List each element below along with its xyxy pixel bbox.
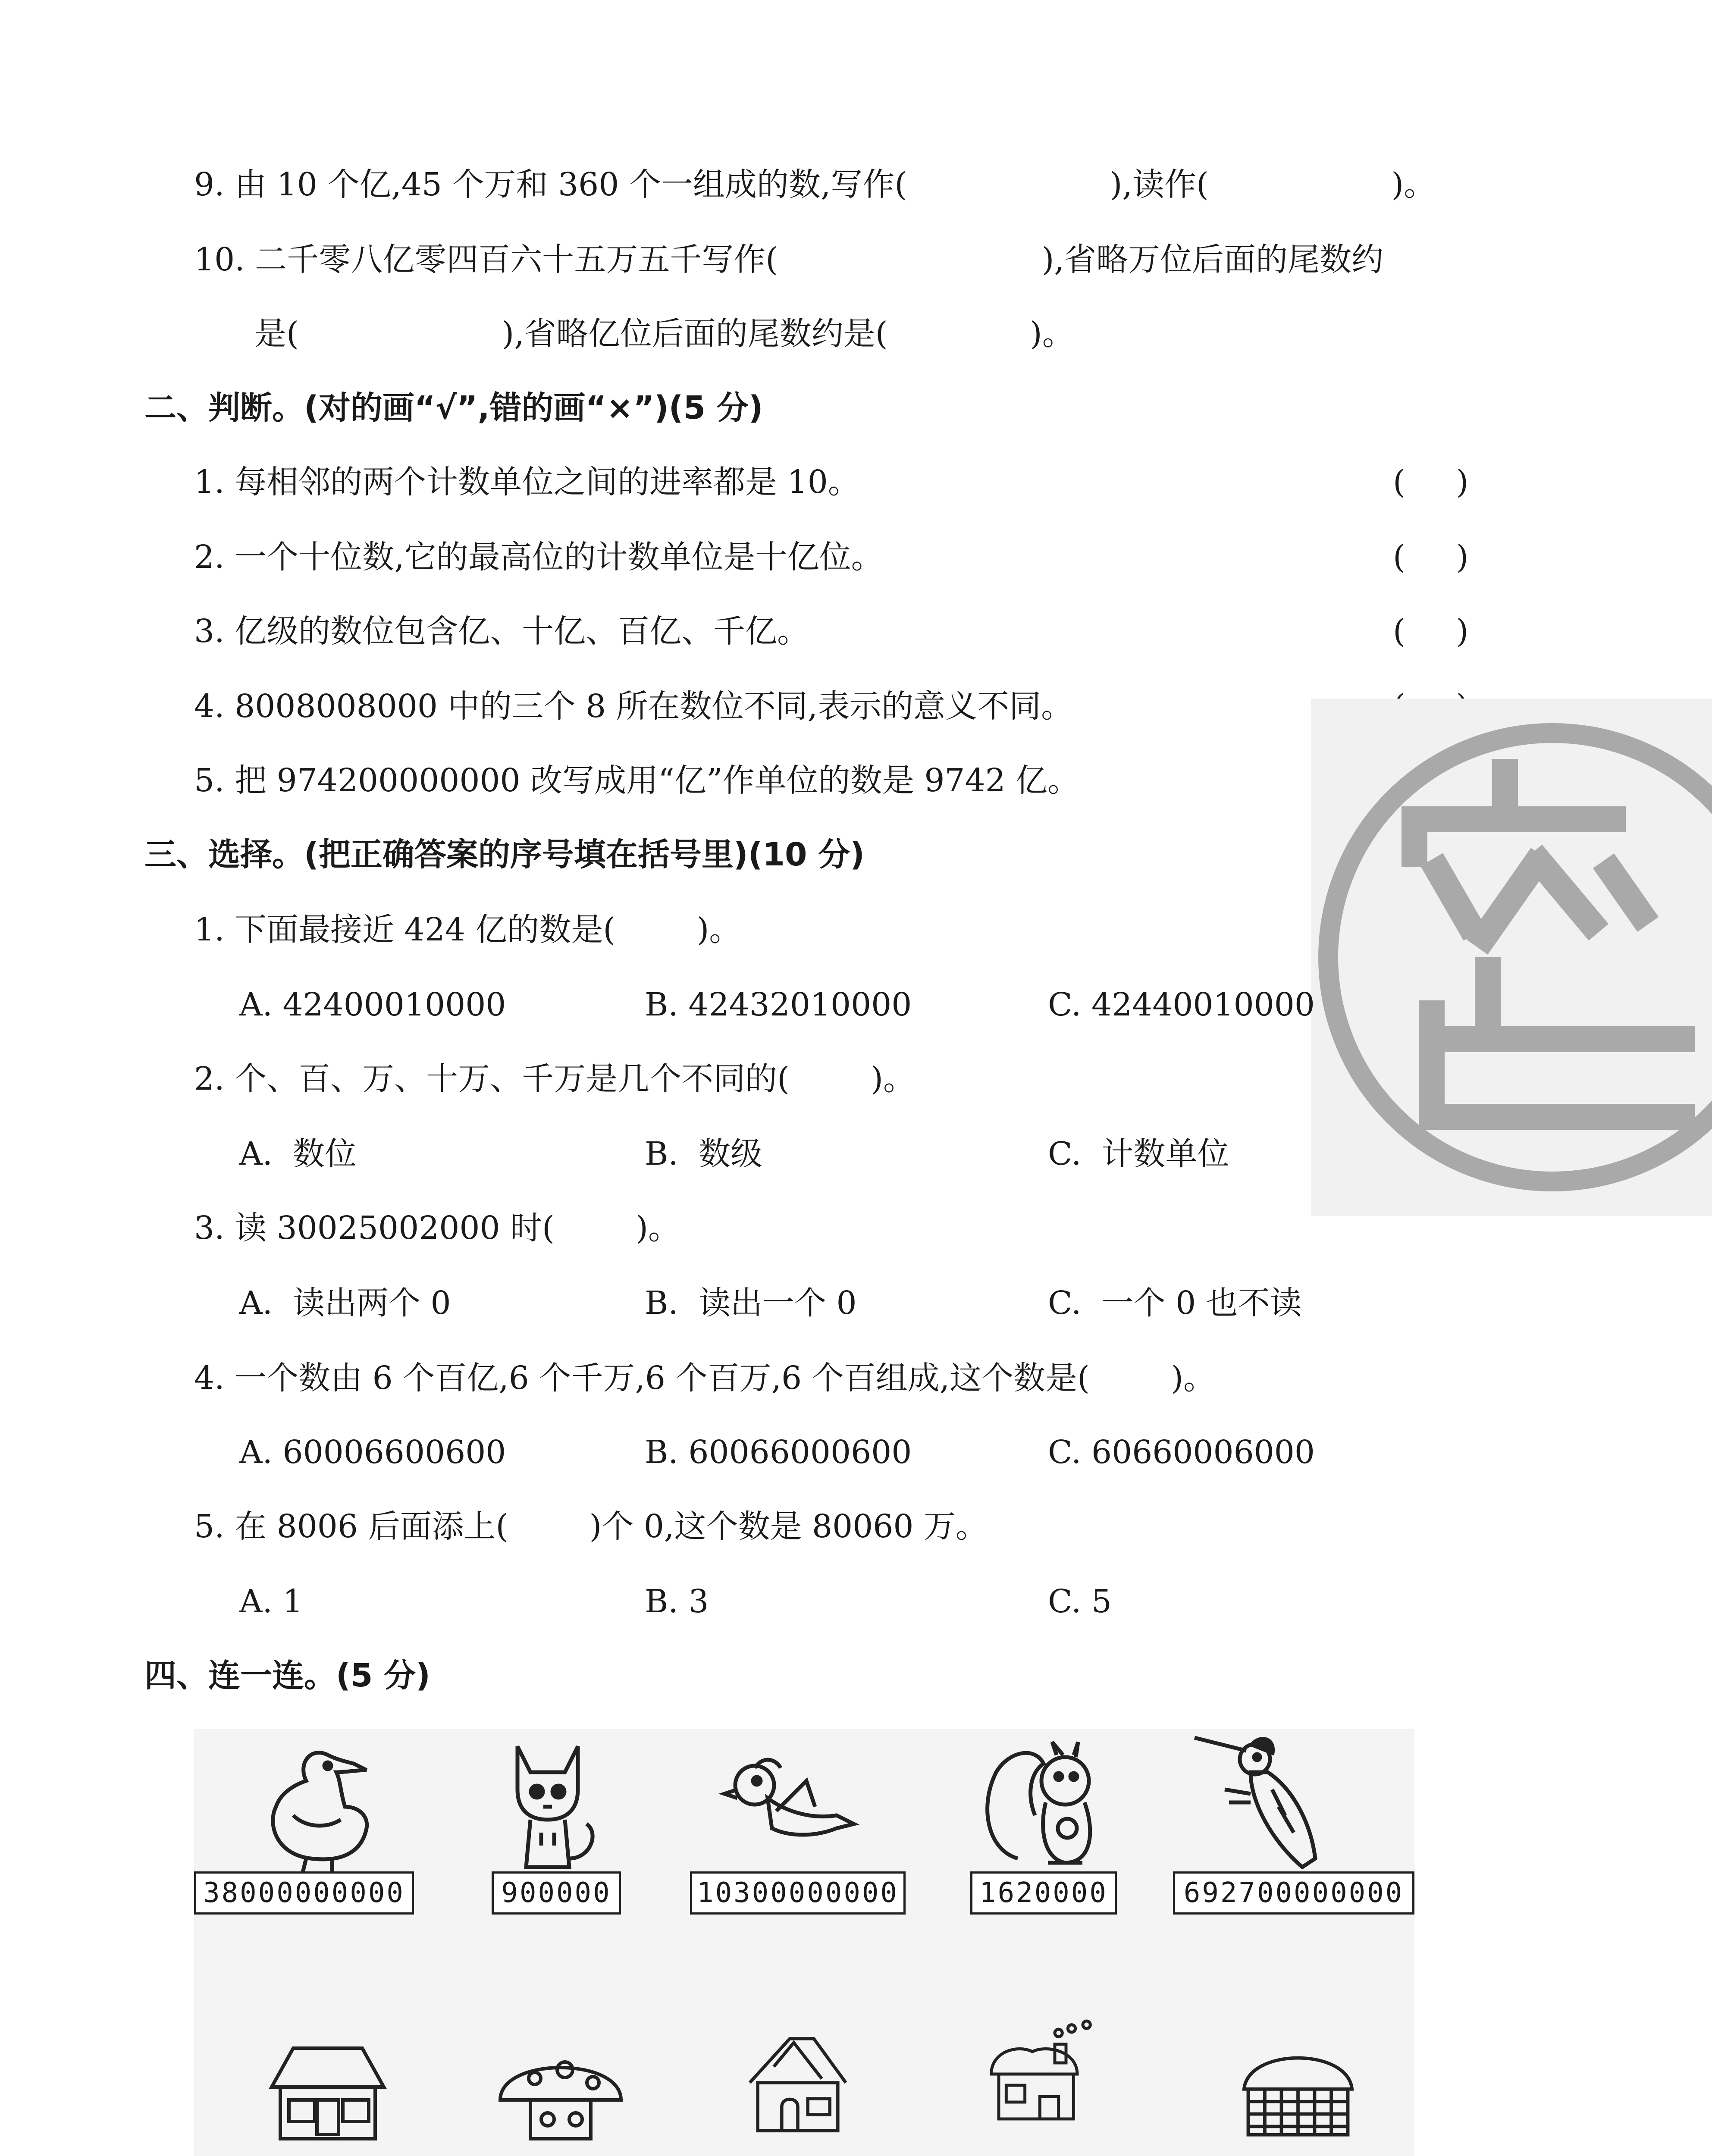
woodpecker-icon [1186, 1729, 1341, 1884]
mc-q2-option-a[interactable]: A. 数位 [239, 1135, 357, 1172]
number-box-2[interactable]: 900000 [492, 1871, 621, 1915]
hut-icon [1229, 2031, 1367, 2143]
mc-q3-option-c[interactable]: C. 一个 0 也不读 [1048, 1285, 1302, 1322]
house-icon [259, 2035, 397, 2147]
tf-item-2: 2. 一个十位数,它的最高位的计数单位是十亿位。 [194, 539, 883, 576]
tf-item-5: 5. 把 974200000000 改写成用“亿”作单位的数是 9742 亿。 [194, 762, 1080, 799]
tf-answer-3[interactable]: ( ) [1393, 613, 1469, 650]
chimney-house-icon [975, 2018, 1113, 2130]
cat-icon [470, 1729, 625, 1884]
mc-q1-option-c[interactable]: C. 42440010000 [1048, 986, 1315, 1023]
section-2-heading: 二、判断。(对的画“√”,错的画“×”)(5 分) [144, 389, 763, 426]
mc-q2-option-b[interactable]: B. 数级 [645, 1135, 762, 1172]
section-4-heading: 四、连一连。(5 分) [144, 1657, 430, 1694]
bird-icon [707, 1729, 862, 1884]
mc-q1-option-b[interactable]: B. 42432010000 [645, 986, 912, 1023]
mc-question-3: 3. 读 30025002000 时( )。 [194, 1210, 680, 1247]
question-9: 9. 由 10 个亿,45 个万和 360 个一组成的数,写作( ),读作( )。 [194, 166, 1436, 203]
question-10-line1: 10. 二千零八亿零四百六十五万五千写作( ),省略万位后面的尾数约 [194, 241, 1384, 278]
number-box-5[interactable]: 692700000000 [1173, 1871, 1414, 1915]
tf-item-1: 1. 每相邻的两个计数单位之间的进率都是 10。 [194, 464, 860, 501]
confidential-stamp [1311, 699, 1712, 1216]
mc-q5-option-b[interactable]: B. 3 [645, 1583, 709, 1620]
tf-item-4: 4. 8008008000 中的三个 8 所在数位不同,表示的意义不同。 [194, 688, 1073, 725]
squirrel-icon [970, 1729, 1126, 1884]
mc-q5-option-a[interactable]: A. 1 [239, 1583, 303, 1620]
mc-question-5: 5. 在 8006 后面添上( )个 0,这个数是 80060 万。 [194, 1508, 988, 1545]
number-box-3[interactable]: 10300000000 [690, 1871, 906, 1915]
mc-question-4: 4. 一个数由 6 个百亿,6 个千万,6 个百万,6 个百组成,这个数是( )。 [194, 1360, 1216, 1397]
mc-question-2: 2. 个、百、万、十万、千万是几个不同的( )。 [194, 1060, 916, 1097]
number-box-4[interactable]: 1620000 [970, 1871, 1117, 1915]
duck-icon [241, 1729, 397, 1884]
section-3-heading: 三、选择。(把正确答案的序号填在括号里)(10 分) [144, 836, 865, 873]
mc-q3-option-b[interactable]: B. 读出一个 0 [645, 1285, 857, 1322]
mc-q3-option-a[interactable]: A. 读出两个 0 [239, 1285, 451, 1322]
cottage-icon [729, 2027, 867, 2139]
tf-answer-2[interactable]: ( ) [1393, 539, 1469, 576]
mc-q5-option-c[interactable]: C. 5 [1048, 1583, 1112, 1620]
tf-item-3: 3. 亿级的数位包含亿、十亿、百亿、千亿。 [194, 613, 809, 650]
mc-q1-option-a[interactable]: A. 42400010000 [239, 986, 506, 1023]
matching-area [194, 1729, 1414, 2156]
mc-q2-option-c[interactable]: C. 计数单位 [1048, 1135, 1229, 1172]
question-10-line2: 是( ),省略亿位后面的尾数约是( )。 [254, 315, 1074, 352]
mc-q4-option-c[interactable]: C. 60660006000 [1048, 1434, 1315, 1471]
mc-q4-option-b[interactable]: B. 60066000600 [645, 1434, 912, 1471]
mc-q4-option-a[interactable]: A. 60006600600 [239, 1434, 506, 1471]
mushroom-house-icon [492, 2035, 630, 2147]
tf-answer-1[interactable]: ( ) [1393, 464, 1469, 501]
mc-question-1: 1. 下面最接近 424 亿的数是( )。 [194, 911, 741, 948]
number-box-1[interactable]: 38000000000 [194, 1871, 414, 1915]
